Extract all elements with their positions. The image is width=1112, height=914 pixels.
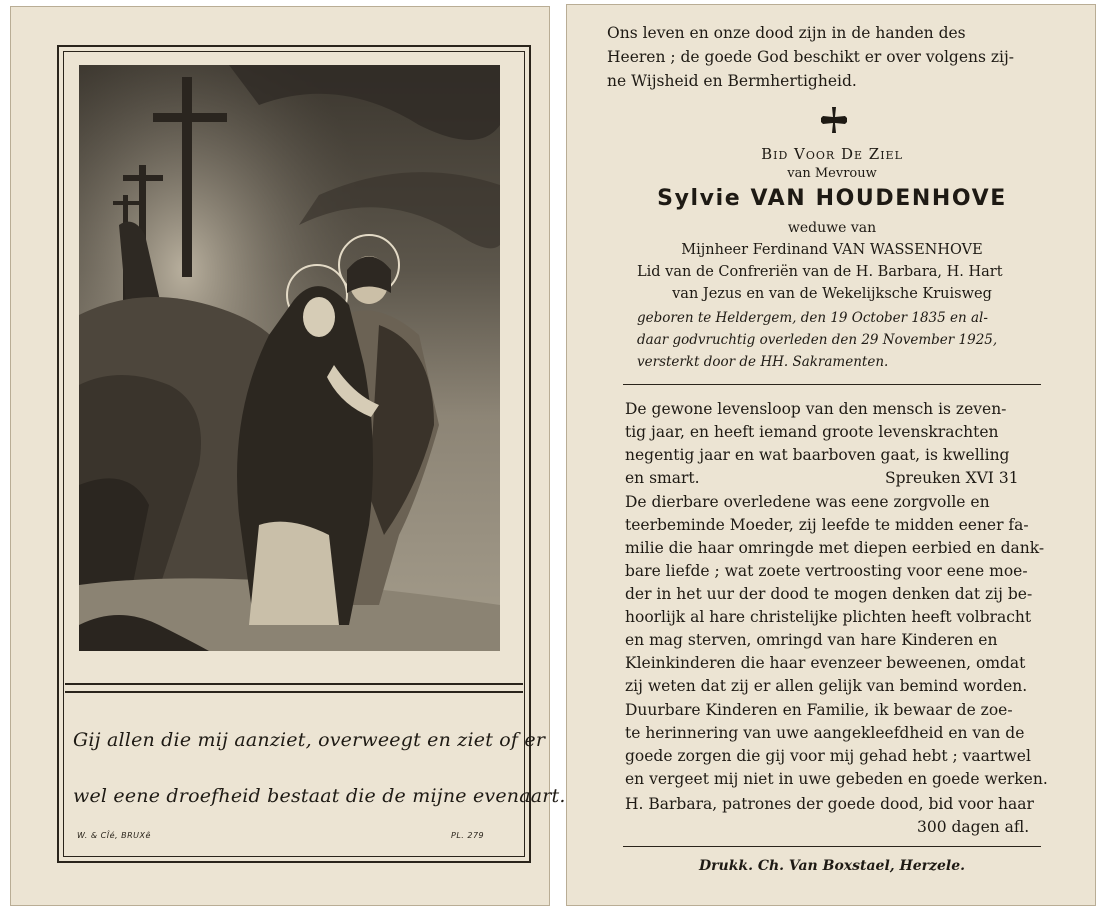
tribute-line-3: milie die haar omringde met diepen eerbied en dank- — [625, 539, 1045, 557]
farewell-line-1: Duurbare Kinderen en Familie, ik bewaar de zoe- — [625, 701, 1013, 719]
printer-credit: Drukk. Ch. Van Boxstael, Herzele. — [699, 858, 965, 874]
devotional-illustration — [79, 65, 500, 651]
farewell-line-3: goede zorgen die gij voor mij gehad hebt ; vaartwel — [625, 747, 1031, 765]
plate-number: PL. 279 — [451, 831, 485, 840]
scripture-line-2: tig jaar, en heeft iemand groote levenskrachten — [625, 423, 999, 441]
calvary-scene-picture — [79, 65, 500, 651]
bid-voor-de-ziel: Bid Voor De Ziel — [761, 145, 903, 163]
divider-bottom — [65, 691, 523, 693]
scripture-line-3: negentig jaar en wat baarboven gaat, is kwelling — [625, 446, 1010, 464]
weduwe-van: weduwe van — [787, 220, 877, 236]
printer-mark: W. & CÎé, BRUXê — [77, 831, 151, 840]
van-mevrouw: van Mevrouw — [787, 166, 877, 181]
affiliation-line-1: Lid van de Confreriën van de H. Barbara, H. Hart — [637, 264, 1003, 280]
scripture-line-1: De gewone levensloop van den mensch is zeven- — [625, 400, 1007, 418]
prayer-line: H. Barbara, patrones der goede dood, bid voor haar — [625, 795, 1034, 813]
farewell-line-4: en vergeet mij niet in uwe gebeden en goede werken. — [625, 770, 1048, 788]
affiliation-line-2: van Jezus en van de Wekelijksche Kruisweg — [672, 286, 992, 302]
intro-line-2: Heeren ; de goede God beschikt er over volgens zij- — [607, 48, 1015, 66]
farewell-line-2: te herinnering van uwe aangekleefdheid en van de — [625, 724, 1025, 742]
verse-line-1: Gij allen die mij aanziet, overweegt en ziet of er — [73, 729, 546, 751]
birth-line: geboren te Heldergem, den 19 October 1835 en al- — [637, 310, 988, 326]
scripture-reference: Spreuken XVI 31 — [885, 469, 1019, 487]
section-rule-top — [623, 384, 1041, 385]
tribute-line-8: Kleinkinderen die haar evenzeer beweenen, omdat — [625, 654, 1026, 672]
tribute-line-1: De dierbare overledene was eene zorgvolle en — [625, 493, 990, 511]
death-line: daar godvruchtig overleden den 29 November 1925, — [637, 332, 998, 348]
intro-line-1: Ons leven en onze dood zijn in de handen des — [607, 24, 966, 42]
section-rule-bottom — [623, 846, 1041, 847]
divider-top — [65, 683, 523, 685]
indulgence-line: 300 dagen afl. — [917, 818, 1030, 836]
verse-line-2: wel eene droefheid bestaat die de mijne evenaart. — [73, 785, 566, 807]
tribute-line-5: der in het uur der dood te mogen denken dat zij be- — [625, 585, 1033, 603]
cross-pattee-icon — [819, 105, 849, 135]
tribute-line-9: zij weten dat zij er allen gelijk van bemind worden. — [625, 677, 1028, 695]
deceased-name: Sylvie VAN HOUDENHOVE — [657, 186, 1007, 211]
scripture-line-4: en smart. — [625, 469, 700, 487]
tribute-line-6: hoorlijk al hare christelijke plichten heeft volbracht — [625, 608, 1032, 626]
husband-name: Mijnheer Ferdinand VAN WASSENHOVE — [681, 242, 983, 258]
tribute-line-4: bare liefde ; wat zoete vertroosting voor eene moe- — [625, 562, 1028, 580]
tribute-line-2: teerbeminde Moeder, zij leefde te midden eener fa- — [625, 516, 1029, 534]
sacraments-line: versterkt door de HH. Sakramenten. — [637, 354, 889, 370]
memorial-card-back — [566, 4, 1096, 906]
tribute-line-7: en mag sterven, omringd van hare Kinderen en — [625, 631, 998, 649]
intro-line-3: ne Wijsheid en Bermhertigheid. — [607, 72, 857, 90]
memorial-card-front — [10, 6, 566, 906]
